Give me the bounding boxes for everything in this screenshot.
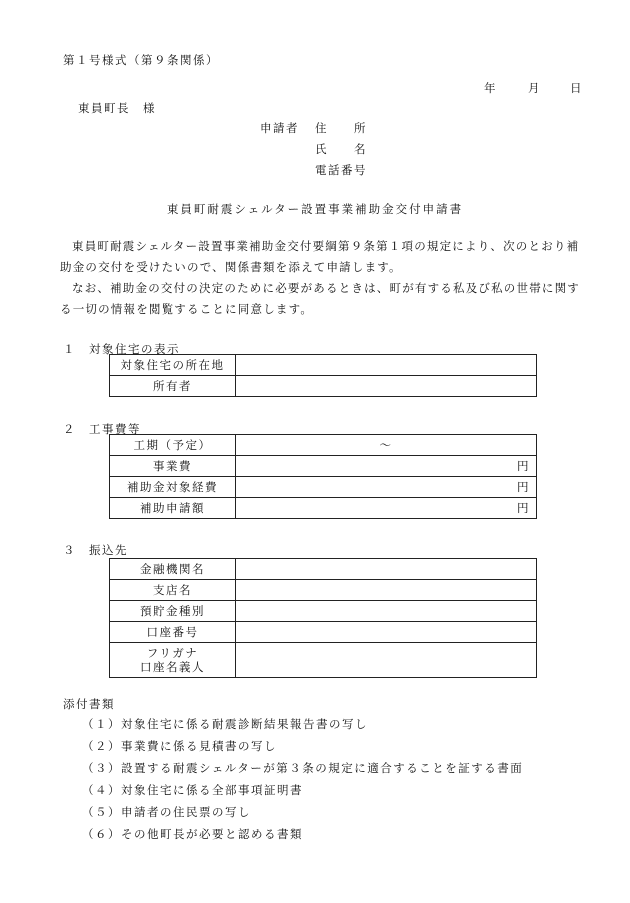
account-number-field[interactable] [236,622,537,643]
table-row [110,355,537,376]
date-day-label: 日 [570,81,583,95]
table-row [110,622,537,643]
project-cost-field[interactable]: 円 [236,456,537,477]
eligible-expense-field[interactable]: 円 [236,477,537,498]
table-row [110,601,537,622]
attachments-list [82,713,523,845]
property-location-field[interactable] [236,355,537,376]
body-paragraph-1: 東員町耐震シェルター設置事業補助金交付要綱第９条第１項の規定により、次のとおり補助金の交付を受けたいので、関係書類を添えて申請します。 [60,239,580,274]
eligible-expense-label: 補助金対象経費 [110,477,236,498]
table-row [110,456,537,477]
date-month-label: 月 [528,81,541,95]
account-number-label: 口座番号 [110,622,236,643]
owner-field[interactable] [236,376,537,397]
table-row [110,477,537,498]
list-item: （１）対象住宅に係る耐震診断結果報告書の写し [82,717,368,731]
account-holder-field[interactable] [236,643,537,678]
table-row [110,376,537,397]
construction-period-label: 工期（予定） [110,435,236,456]
body-text [60,236,584,320]
account-holder-label [110,643,236,678]
table-row [110,643,537,678]
form-number: 第１号様式（第９条関係） [63,53,219,67]
applicant-name-label: 氏 名 [315,142,367,156]
project-cost-label: 事業費 [110,456,236,477]
addressee: 東員町長 様 [78,101,156,115]
bank-name-label: 金融機関名 [110,559,236,580]
applicant-phone-label: 電話番号 [315,163,367,177]
section2-heading: ２ 工事費等 [63,422,141,436]
branch-name-field[interactable] [236,580,537,601]
account-holder-name-label: 口座名義人 [140,660,205,674]
account-type-field[interactable] [236,601,537,622]
list-item: （２）事業費に係る見積書の写し [82,739,277,753]
document-title: 東員町耐震シェルター設置事業補助金交付申請書 [166,202,464,216]
requested-amount-field[interactable]: 円 [236,498,537,519]
applicant-label: 申請者 [260,121,299,135]
bank-transfer-table [109,558,537,678]
table-row [110,580,537,601]
body-paragraph-2: なお、補助金の交付の決定のために必要があるときは、町が有する私及び私の世帯に関する一切の情報を閲覧することに同意します。 [60,281,580,316]
table-row [110,559,537,580]
property-location-label: 対象住宅の所在地 [110,355,236,376]
list-item: （６）その他町長が必要と認める書類 [82,827,303,841]
list-item: （３）設置する耐震シェルターが第３条の規定に適合することを証する書面 [82,761,524,775]
bank-name-field[interactable] [236,559,537,580]
section3-heading: ３ 振込先 [63,543,128,557]
account-holder-furigana-label: フリガナ [146,646,199,660]
table-row [110,435,537,456]
branch-name-label: 支店名 [110,580,236,601]
date-year-label: 年 [484,81,497,95]
property-table [109,354,537,397]
construction-period-field[interactable]: ～ [236,435,537,456]
construction-cost-table [109,434,537,519]
account-type-label: 預貯金種別 [110,601,236,622]
applicant-address-label: 住 所 [315,121,367,135]
attachments-heading: 添付書類 [63,697,115,711]
list-item: （４）対象住宅に係る全部事項証明書 [82,783,303,797]
requested-amount-label: 補助申請額 [110,498,236,519]
owner-label: 所有者 [110,376,236,397]
table-row [110,498,537,519]
section1-heading: １ 対象住宅の表示 [63,342,180,356]
list-item: （５）申請者の住民票の写し [82,805,251,819]
